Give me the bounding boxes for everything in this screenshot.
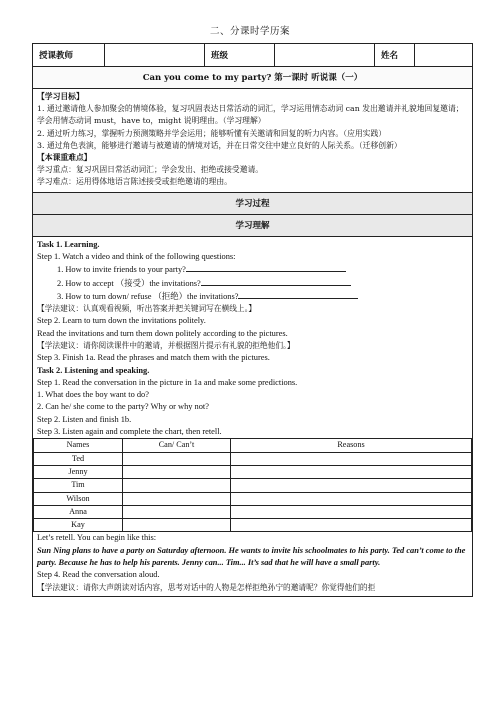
goal-item: 3. 通过角色表演，能够进行邀请与被邀请的情境对话，并在日常交往中建立良好的人际关系。（迁移创新） [37, 140, 402, 150]
key-point: 学习重点：复习巩固日常活动词汇；学会发出、拒绝或接受邀请。 [37, 165, 264, 175]
teacher-value[interactable] [105, 44, 205, 66]
table-row [34, 505, 472, 518]
can-cell[interactable] [123, 479, 231, 492]
name-cell: Wilson [34, 492, 123, 505]
table-row [34, 492, 472, 505]
page-title: 二、分课时学历案 [209, 26, 290, 37]
reason-cell[interactable] [231, 519, 472, 532]
goals-section [33, 89, 472, 193]
task1-step2-desc: Read the invitations and turn them down politely according to the pictures. [37, 328, 288, 338]
reason-cell[interactable] [231, 479, 472, 492]
header-row [33, 44, 472, 67]
task2-step1: Step 1. Read the conversation in the picture in 1a and make some predictions. [37, 377, 298, 387]
reasons-chart [33, 438, 472, 532]
table-row [34, 452, 472, 465]
can-cell[interactable] [123, 505, 231, 518]
goals-heading: 【学习目标】 [37, 92, 84, 101]
name-cell: Jenny [34, 465, 123, 478]
class-label: 班级 [205, 44, 275, 66]
name-value[interactable] [415, 44, 472, 66]
goal-item: 2. 通过听力练习，掌握听力预测策略并学会运用；能够听懂有关邀请和回复的听力内容。（应用实践） [37, 128, 387, 138]
difficulty: 学习难点：运用得体地语言陈述接受或拒绝邀请的理由。 [37, 177, 232, 187]
task1-step2: Step 2. Learn to turn down the invitations politely. [37, 316, 206, 326]
col-header: Names [34, 439, 123, 452]
answer-blank[interactable] [186, 263, 346, 272]
name-cell: Kay [34, 519, 123, 532]
name-cell: Tim [34, 479, 123, 492]
table-row [34, 479, 472, 492]
understanding-title: 学习理解 [33, 215, 472, 237]
lesson-plan-table [32, 43, 473, 597]
reason-cell[interactable] [231, 505, 472, 518]
answer-blank[interactable] [201, 277, 351, 286]
lesson-title: Can you come to my party? 第一课时 听说课（一） [33, 67, 472, 89]
tip-3: 【学法建议：请你大声朗读对话内容，思考对话中的人物是怎样拒绝孙宁的邀请呢？你觉得他们的拒 [37, 582, 376, 592]
process-title: 学习过程 [33, 193, 472, 215]
can-cell[interactable] [123, 492, 231, 505]
teacher-label: 授课教师 [33, 44, 105, 66]
goal-item: 1. 通过邀请他人参加聚会的情境体验，复习巩固表达日常活动的词汇，学习运用情态动词 can 发出邀请并礼貌地回复邀请；学会用情态动词 must，have to，might 说明理由。（学习理解） [37, 104, 464, 126]
question-3: 3. How to turn down/ refuse （拒绝）the invitations? [37, 290, 468, 303]
task2-q1: 1. What does the boy want to do? [37, 390, 149, 400]
tasks-section [33, 237, 472, 596]
task1-title: Task 1. Learning. [37, 239, 100, 249]
retell-text: Sun Ning plans to have a party on Saturday afternoon. He wants to invite his schoolmates to his party. Ted can’t come to the party. Because he has to help his parents. Jenny can... Tim... It’s sad that he will have a small party. [37, 545, 466, 568]
class-value[interactable] [275, 44, 375, 66]
task1-step3: Step 3. Finish 1a. Read the phrases and match them with the pictures. [37, 353, 270, 363]
tip-1: 【学法建议：认真观看视频，听出答案并把关键词写在横线上。】 [37, 304, 257, 314]
can-cell[interactable] [123, 452, 231, 465]
answer-blank[interactable] [238, 290, 358, 299]
task2-step4: Step 4. Read the conversation aloud. [37, 570, 160, 580]
name-cell: Anna [34, 505, 123, 518]
question-2: 2. How to accept （接受）the invitations? [37, 277, 468, 290]
question-1: 1. How to invite friends to your party? [37, 263, 468, 276]
tip-2: 【学法建议：请你阅读课件中的邀请，并根据图片提示有礼貌的拒绝他们。】 [37, 341, 295, 350]
can-cell[interactable] [123, 465, 231, 478]
task1-step1: Step 1. Watch a video and think of the following questions: [37, 251, 236, 261]
col-header: Can/ Can’t [123, 439, 231, 452]
table-row [34, 519, 472, 532]
name-cell: Ted [34, 452, 123, 465]
key-points-heading: 【本课重难点】 [37, 153, 92, 163]
retell-intro: Let’s retell. You can begin like this: [37, 533, 157, 543]
task2-q2: 2. Can he/ she come to the party? Why or why not? [37, 402, 209, 412]
table-row [34, 465, 472, 478]
chart-header-row [34, 439, 472, 452]
reason-cell[interactable] [231, 492, 472, 505]
name-label: 姓名 [375, 44, 415, 66]
task2-step3: Step 3. Listen again and complete the chart, then retell. [37, 427, 222, 437]
reason-cell[interactable] [231, 452, 472, 465]
can-cell[interactable] [123, 519, 231, 532]
reason-cell[interactable] [231, 465, 472, 478]
col-header: Reasons [231, 439, 472, 452]
task2-step2: Step 2. Listen and finish 1b. [37, 414, 132, 424]
task2-title: Task 2. Listening and speaking. [37, 365, 150, 375]
